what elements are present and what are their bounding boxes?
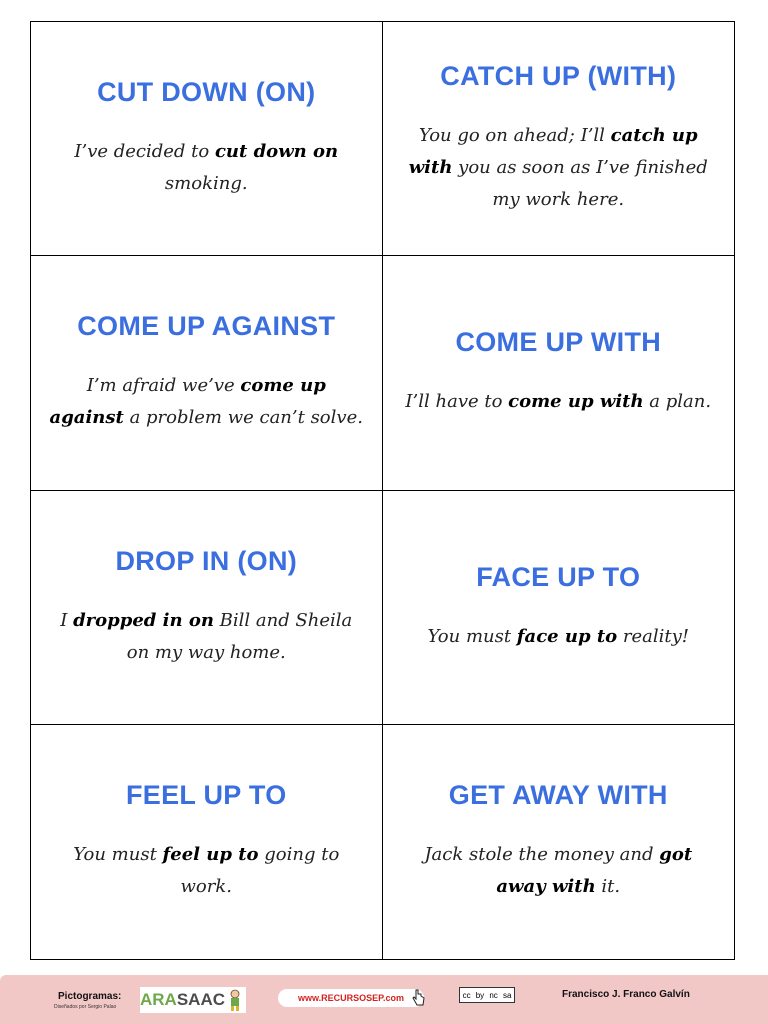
- card-catch-up-with: [383, 22, 735, 256]
- card-sentence: I’ve decided to cut down on smoking.: [74, 141, 339, 195]
- card-feel-up-to: [31, 725, 383, 959]
- card-title: COME UP AGAINST: [77, 311, 336, 342]
- card-drop-in-on: [31, 491, 383, 725]
- card-title: FACE UP TO: [476, 561, 641, 592]
- card-come-up-with: [383, 256, 735, 490]
- creative-commons-badge[interactable]: cc by nc sa: [459, 987, 515, 1003]
- footer-bar: [0, 975, 768, 1024]
- card-sentence: You go on ahead; I’ll catch up with you as soon as I’ve finished my work here.: [408, 125, 708, 211]
- card-get-away-with: [383, 725, 735, 959]
- card-sentence: I’ll have to come up with a plan.: [405, 391, 712, 413]
- card-title: DROP IN (ON): [115, 545, 298, 576]
- card-sentence: I’m afraid we’ve come up against a problem we can’t solve.: [49, 375, 363, 429]
- card-title: COME UP WITH: [455, 327, 662, 358]
- card-sentence: Jack stole the money and got away with it.: [424, 844, 693, 898]
- pictogram-figure-icon: [227, 989, 243, 1011]
- card-come-up-against: [31, 256, 383, 490]
- author-name: Francisco J. Franco Galvín: [562, 989, 690, 1000]
- card-face-up-to: [383, 491, 735, 725]
- pointer-hand-icon: [410, 989, 426, 1007]
- card-title: CATCH UP (WITH): [440, 61, 677, 92]
- card-title: CUT DOWN (ON): [97, 77, 316, 108]
- phrasal-verb-cards: [30, 21, 735, 960]
- card-cut-down-on: [31, 22, 383, 256]
- card-sentence: You must feel up to going to work.: [73, 844, 340, 898]
- card-sentence: You must face up to reality!: [427, 625, 690, 647]
- card-sentence: I dropped in on Bill and Sheila on my way home.: [60, 609, 353, 663]
- recursosep-link[interactable]: www.RECURSOSEP.com: [278, 989, 424, 1007]
- arasaac-logo[interactable]: ARA SAAC: [140, 987, 246, 1013]
- designed-by-label: Diseñados por Sergio Palao: [54, 1004, 117, 1010]
- card-title: GET AWAY WITH: [448, 780, 668, 811]
- card-title: FEEL UP TO: [125, 780, 287, 811]
- pictogramas-label: Pictogramas:: [58, 991, 122, 1002]
